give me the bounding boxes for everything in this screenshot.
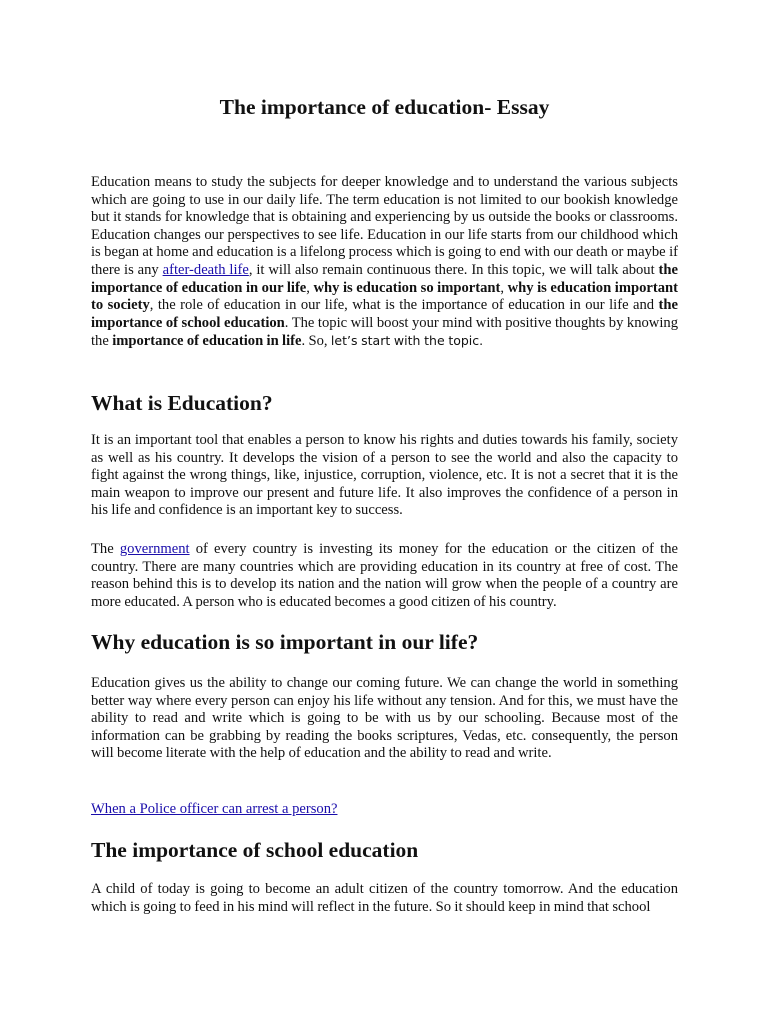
- why-education-paragraph: Education gives us the ability to change our coming future. We can change the world in something better way where every person can enjoy his life without any tension. And for this, we must have the ability to read and write which is going to be with us by our schooling. Because most of the information can be grabbing by reading the books scriptures, Vedas, etc. consequently, the person will become literate with the help of education and the ability to read and write.: [91, 675, 678, 762]
- heading-importance-of-school-education: The importance of school education: [91, 838, 419, 862]
- what-is-education-paragraph-1: It is an important tool that enables a person to know his rights and duties towards his family, society as well as his country. It develops the vision of a person to see the world and also the capacity to fight against the wrong things, like, injustice, corruption, violence, etc. It is not a secret that it is the main weapon to improve our present and future life. It also improves the confidence of a person in his life and confidence is an important key to success.: [91, 432, 678, 519]
- police-officer-link[interactable]: When a Police officer can arrest a person?: [91, 801, 338, 817]
- what-is-education-paragraph-2: The government of every country is investing its money for the education or the citizen of the country. There are many countries which are providing education in its country at free of cost. The reason behind this is to develop its nation and the nation will grow when the people of a country are more educated. A person who is educated becomes a good citizen of his country.: [91, 541, 679, 610]
- bold-importance-of-school-education: the importance of school education: [91, 297, 678, 331]
- intro-paragraph: Education means to study the subjects for deeper knowledge and to understand the various subjects which are going to use in our daily life. The term education is not limited to our bookish knowledge but it stands for knowledge that is obtaining and experiencing by us outside the books or classrooms. Education changes our perspectives to see life. Education in our life starts from our childhood which is began at home and education is a lifelong process which is going to end with our death or maybe if there is any after-death life, it will also remain continuous there. In this topic, we will talk about the importance of education in our life, why is education so important, why is education important to society, the role of education in our life, what is the importance of education in our life and the importance of school education. The topic will boost your mind with positive thoughts by knowing the importance of education in life. So, let’s start with the topic.: [91, 174, 679, 350]
- heading-what-is-education: What is Education?: [91, 391, 273, 415]
- police-officer-link-line: [91, 801, 337, 819]
- intro-tail: let’s start with the topic.: [330, 333, 484, 349]
- government-link[interactable]: government: [119, 541, 190, 557]
- school-education-paragraph: A child of today is going to become an adult citizen of the country tomorrow. And the education which is going to feed in his mind will reflect in the future. So it should keep in mind that school: [91, 881, 678, 915]
- bold-why-so-important: why is education so important: [313, 279, 501, 296]
- after-death-life-link[interactable]: after-death life: [162, 261, 249, 278]
- bold-importance-of-education: the importance of education in our life: [91, 261, 679, 296]
- bold-importance-in-life: importance of education in life: [112, 333, 302, 350]
- heading-why-education-important: Why education is so important in our life?: [91, 630, 479, 654]
- document-title: The importance of education- Essay: [219, 95, 550, 119]
- bold-why-important-to-society: why is education important to society: [91, 279, 679, 314]
- intro-text: Education means to study the subjects for deeper knowledge and to understand the various subjects which are going to use in our daily life. The term education is not limited to our bookish knowledge but it stands for knowledge that is obtaining and experiencing by us outside the books or classrooms. Education changes our perspectives to see life. Education in our life starts from our childhood which is began at home and education is a lifelong process which is going to end with our death or maybe if there is any: [91, 174, 678, 278]
